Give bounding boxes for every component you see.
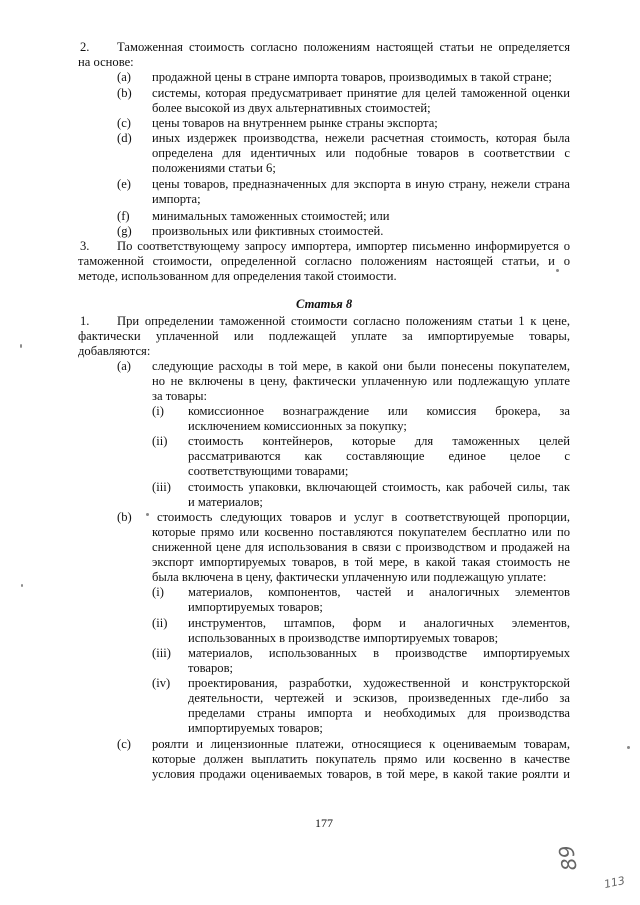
- text-line: По соответствующему запросу импортера, импортер письменно информируется о: [117, 239, 570, 253]
- text-line: системы, которая предусматривает принятие для целей таможенной оценки: [152, 86, 570, 100]
- item-mark: (c): [117, 116, 131, 130]
- text-line: стоимость следующих товаров и услуг в соответствующей пропорции,: [157, 510, 570, 524]
- text-line: следующие расходы в той мере, в какой они были понесены покупателем,: [152, 359, 570, 373]
- text-line: и материалов;: [188, 495, 263, 509]
- subitem-mark: (i): [152, 585, 164, 599]
- paragraph-number: 2.: [80, 40, 90, 54]
- text-line: соответствующими товарами;: [188, 464, 349, 478]
- item-mark: (f): [117, 209, 130, 223]
- text-line: инструментов, штампов, форм и аналогичных элементов,: [188, 616, 570, 630]
- text-line: продажной цены в стране импорта товаров, производимых в такой стране;: [152, 70, 552, 84]
- text-line: на основе:: [78, 55, 134, 69]
- scan-speck: [20, 344, 22, 348]
- text-line: исключением комиссионных за покупку;: [188, 419, 407, 433]
- article-heading: Статья 8: [296, 297, 353, 311]
- text-line: которые прямо или косвенно поставляются покупателем бесплатно или по: [152, 525, 570, 539]
- text-line: материалов, компонентов, частей и аналогичных элементов: [188, 585, 570, 599]
- text-line: стоимость упаковки, включающей стоимость, как рабочей силы, так: [188, 480, 570, 494]
- text-line: определена для идентичных или подобные товаров в соответствии с: [152, 146, 570, 160]
- text-line: минимальных таможенных стоимостей; или: [152, 209, 390, 223]
- text-line: импортируемых товаров;: [188, 600, 323, 614]
- subitem-mark: (ii): [152, 434, 168, 448]
- text-line: цены товаров, предназначенных для экспорта в иную страну, нежели страна: [152, 177, 570, 191]
- text-line: но не включены в цену, фактически уплаченную или подлежащую уплате: [152, 374, 570, 388]
- item-mark: (c): [117, 737, 131, 751]
- text-line: При определении таможенной стоимости согласно положениям статьи 1 к цене,: [117, 314, 570, 328]
- text-line: добавляются:: [78, 344, 151, 358]
- text-line: более высокой из двух альтернативных стоимостей;: [152, 101, 431, 115]
- text-line: таможенной стоимости, определенной согласно положениям настоящей статьи, и о: [78, 254, 570, 268]
- subitem-mark: (ii): [152, 616, 168, 630]
- text-line: иных издержек производства, нежели расчетная стоимость, которая была: [152, 131, 570, 145]
- subitem-mark: (iv): [152, 676, 171, 690]
- text-line: роялти и лицензионные платежи, относящиеся к оцениваемым товарам,: [152, 737, 570, 751]
- text-line: рассматриваются как составляющие единое целое с: [188, 449, 570, 463]
- text-line: комиссионное вознаграждение или комиссия брокера, за: [188, 404, 570, 418]
- subitem-mark: (iii): [152, 480, 171, 494]
- handwritten-mark: 113: [602, 873, 627, 892]
- text-line: стоимость контейнеров, которые для таможенных целей: [188, 434, 570, 448]
- item-mark: (a): [117, 359, 131, 373]
- item-mark: (a): [117, 70, 131, 84]
- text-line: импортируемых товаров;: [188, 721, 323, 735]
- scan-speck: [21, 584, 23, 587]
- text-line: произвольных или фиктивных стоимостей.: [152, 224, 384, 238]
- text-line: условия продажи оцениваемых товаров, в той мере, в какой такие роялти и: [152, 767, 570, 781]
- text-line: была включена в цену, фактически уплаченную или подлежащую уплате:: [152, 570, 547, 584]
- text-line: импорта;: [152, 192, 201, 206]
- subitem-mark: (i): [152, 404, 164, 418]
- item-mark: (g): [117, 224, 132, 238]
- item-mark: (b): [117, 86, 132, 100]
- item-mark: (b): [117, 510, 132, 524]
- handwritten-mark: 89: [553, 843, 582, 873]
- text-line: Таможенная стоимость согласно положениям настоящей статьи не определяется: [117, 40, 570, 54]
- scan-speck: [146, 513, 149, 516]
- text-line: за товары:: [152, 389, 207, 403]
- text-line: экспорт импортируемых товаров, в той мере, в какой такая стоимость не: [152, 555, 570, 569]
- scan-speck: [627, 746, 630, 749]
- text-line: материалов, использованных в производстве импортируемых: [188, 646, 570, 660]
- page-number: 177: [315, 816, 333, 830]
- text-line: проектирования, разработки, художественной и конструкторской: [188, 676, 570, 690]
- paragraph-number: 3.: [80, 239, 90, 253]
- text-line: пределами страны импорта и необходимых для производства: [188, 706, 570, 720]
- item-mark: (d): [117, 131, 132, 145]
- text-line: которые должен выплатить покупатель прямо или косвенно в качестве: [152, 752, 570, 766]
- subitem-mark: (iii): [152, 646, 171, 660]
- scan-speck: [556, 269, 559, 272]
- text-line: деятельности, чертежей и эскизов, произведенных где-либо за: [188, 691, 570, 705]
- text-line: сниженной цене для использования в связи с производством и продажей на: [152, 540, 570, 554]
- text-line: фактически уплаченной или подлежащей уплате за импортируемые товары,: [78, 329, 570, 343]
- text-line: цены товаров на внутреннем рынке страны экспорта;: [152, 116, 438, 130]
- paragraph-number: 1.: [80, 314, 90, 328]
- item-mark: (e): [117, 177, 131, 191]
- text-line: товаров;: [188, 661, 234, 675]
- text-line: использованных в производстве импортируемых товаров;: [188, 631, 499, 645]
- text-line: положениями статьи 6;: [152, 161, 276, 175]
- text-line: методе, использованном для определения такой стоимости.: [78, 269, 397, 283]
